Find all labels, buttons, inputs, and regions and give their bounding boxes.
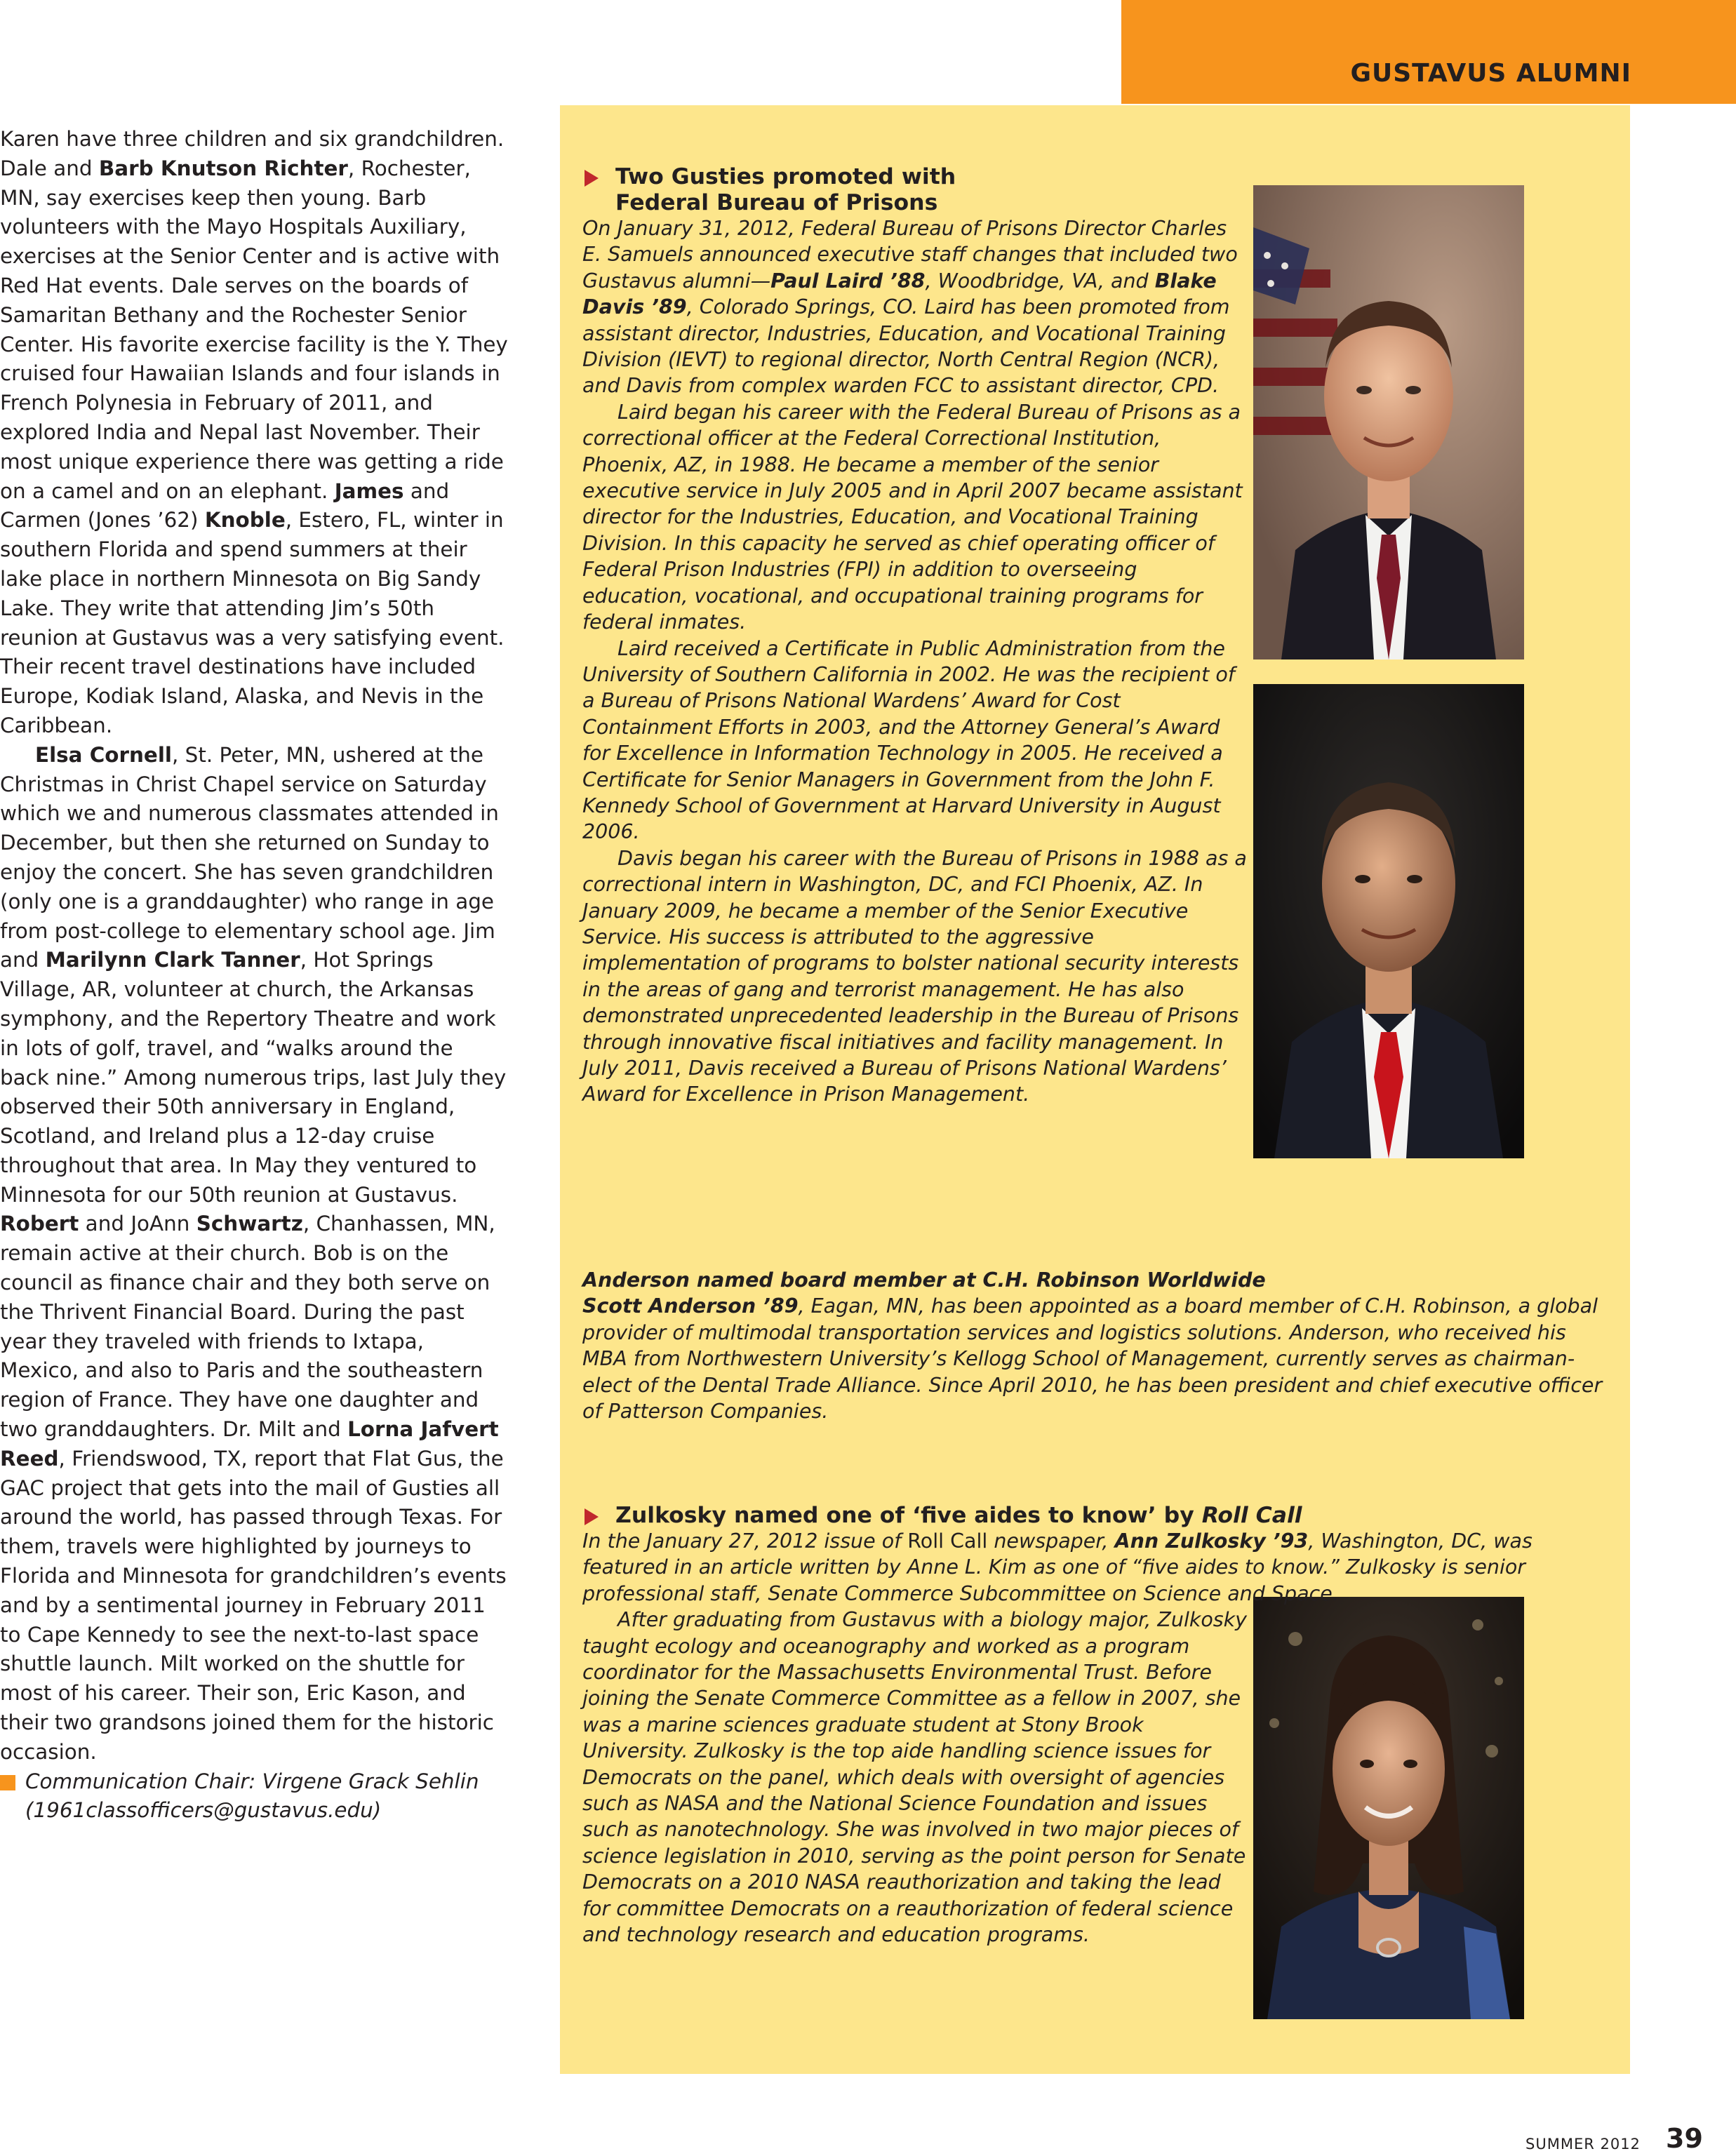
text-run: , Rochester, MN, say exercises keep then young. Barb volunteers with the Mayo Hospitals Auxiliary, exercises at the Senior Center and is active with Red Hat events. Dale serves on the boards of Samaritan Bethany and the Rochester Senior Center. His favorite exercise facility is the Y. They cruised four Hawaiian Islands and four islands in French Polynesia in February of 2011, and explored India and Nepal last November. Their most unique experience there was getting a ride on a camel and on an elephant. <box>0 156 508 503</box>
text-run: In the January 27, 2012 issue of <box>582 1529 908 1553</box>
section-title: GUSTAVUS ALUMNI <box>1350 59 1631 88</box>
photo-paul-laird <box>1253 185 1524 659</box>
class-notes-column <box>0 125 508 1826</box>
article-zulkosky-body <box>582 1528 1614 1948</box>
text-run: and JoAnn <box>79 1212 196 1236</box>
bold-name: James <box>334 478 404 503</box>
headline-italic-text: Roll Call <box>1201 1503 1302 1528</box>
class-note-paragraph <box>0 125 508 741</box>
photo-blake-davis <box>1253 684 1524 1158</box>
text-run: , Chanhassen, MN, remain active at their church. Bob is on the council as finance chair and they both serve on the Thrivent Financial Board. During the past year they traveled with friends to Ixtapa, Mexico, and also to Paris and the southeastern region of France. They have one daughter and two granddaughters. Dr. Milt and <box>0 1212 495 1442</box>
text-run: , Washington, DC, was featured in an article written by Anne L. Kim as one of “five aides to know.” Zulkosky is senior professional staff, Senate Commerce Subcommittee on Science and Space. <box>582 1529 1533 1605</box>
header-tab <box>1121 0 1736 104</box>
article-headline-zulkosky <box>615 1503 1612 1529</box>
text-run: , Woodbridge, VA, and <box>925 269 1155 293</box>
text-run: , St. Peter, MN, ushered at the Christmas in Christ Chapel service on Saturday which we and numerous classmates attended in December, but then she returned on Sunday to enjoy the concert. She has seven grandchildren (only one is a granddaughter) who range in age from post-college to elementary school age. Jim and <box>0 742 499 972</box>
article-anderson <box>582 1267 1614 1424</box>
bold-name: Schwartz <box>196 1212 303 1236</box>
class-note-paragraph <box>0 741 508 1767</box>
issue-label: SUMMER 2012 <box>1525 2136 1641 2152</box>
bold-name: Lorna Jafvert Reed <box>0 1417 499 1471</box>
text-run: Laird began his career with the Federal Bureau of Prisons as a correctional officer at the Federal Correctional Institution, Phoenix, AZ, in 1988. He became a member of the senior executive service in July 2005 and in April 2007 became assistant director for the Industries, Education, and Vocational Training Division. In this capacity he served as chief operating officer of Federal Prison Industries (FPI) in addition to overseeing education, vocational, and occupational training programs for federal inmates. <box>582 400 1243 634</box>
article-paragraph <box>582 1607 1248 1948</box>
bold-name: Elsa Cornell <box>35 742 172 767</box>
text-run: , Colorado Springs, CO. Laird has been promoted from assistant director, Industries, Education, and Vocational Training Division (IEVT) to regional director, North Central Region (NCR), and Davis from complex warden FCC to assistant director, CPD. <box>582 295 1230 398</box>
bold-name: Scott Anderson ’89 <box>582 1294 799 1318</box>
bold-name: Knoble <box>204 508 286 533</box>
bold-name: Robert <box>0 1212 79 1236</box>
text-run: After graduating from Gustavus with a biology major, Zulkosky taught ecology and oceanography and worked as a program coordinator for the Massachusetts Environmental Trust. Before joining the Senate Commerce Committee as a fellow in 2007, she was a marine sciences graduate student at Stony Brook University. Zulkosky is the top aide handling science issues for Democrats on the panel, which deals with oversight of agencies such as NASA and the National Science Foundation and issues such as nanotechnology. She was involved in two major pieces of science legislation in 2010, serving as the point person for Senate Democrats on a 2010 NASA reauthorization and taking the lead for committee Democrats on a reauthorization of federal science and technology research and education programs. <box>582 1608 1248 1947</box>
text-run: , Friendswood, TX, report that Flat Gus, the GAC project that gets into the mail of Gusties all around the world, has passed through Texas. For them, travels were highlighted by journeys to Florida and Minnesota for grandchildren’s events and by a sentimental journey in February 2011 to Cape Kennedy to see the next-to-last space shuttle launch. Milt worked on the shuttle for most of his career. Their son, Eric Kason, and their two grandsons joined them for the historic occasion. <box>0 1446 507 1764</box>
bold-name: Paul Laird ’88 <box>770 269 926 293</box>
article-headline-prisons <box>615 164 1247 216</box>
bold-name: Marilynn Clark Tanner <box>45 948 300 972</box>
text-run: , Hot Springs Village, AR, volunteer at church, the Arkansas symphony, and the Repertory Theatre and work in lots of golf, travel, and “walks around the back nine.” Among numerous trips, last July they observed their 50th anniversary in England, Scotland, and Ireland plus a 12-day cruise throughout that area. In May they ventured to Minnesota for our 50th reunion at Gustavus. <box>0 948 507 1207</box>
article-paragraph <box>582 636 1248 845</box>
article-prisons-body <box>582 215 1256 1108</box>
text-run: , Eagan, MN, has been appointed as a board member of C.H. Robinson, a global provider of multimodal transportation services and logistics solutions. Anderson, who received his MBA from Northwestern University’s Kellogg School of Management, currently serves as chairman-elect of the Dental Trade Alliance. Since April 2010, he has been president and chief executive officer of Patterson Companies. <box>582 1294 1603 1424</box>
square-bullet-icon <box>0 1775 15 1790</box>
communication-chair <box>0 1767 508 1826</box>
text-run: Laird received a Certificate in Public Administration from the University of Southern California in 2002. He was the recipient of a Bureau of Prisons National Wardens’ Award for Cost Containment Efforts in 2003, and the Attorney General’s Award for Excellence in Information Technology in 2005. He received a Certificate for Senior Managers in Government from the John F. Kennedy School of Government at Harvard University in August 2006. <box>582 636 1235 844</box>
text-run: Davis began his career with the Bureau of Prisons in 1988 as a correctional intern in Washington, DC, and FCI Phoenix, AZ. In January 2009, he became a member of the Senior Executive Service. His success is attributed to the aggressive implementation of programs to bolster national security interests in the areas of gang and terrorist management. He has also demonstrated unprecedented leadership in the Bureau of Prisons through innovative fiscal initiatives and facility management. In July 2011, Davis received a Bureau of Prisons National Wardens’ Award for Excellence in Prison Management. <box>582 846 1247 1106</box>
triangle-right-icon <box>585 1508 599 1525</box>
article-paragraph <box>582 399 1248 636</box>
text-run: and Carmen (Jones ’62) <box>0 478 450 533</box>
headline-text: Zulkosky named one of ‘five aides to know’ by <box>615 1503 1202 1528</box>
text-run: Karen have three children and six grandchildren. Dale and <box>0 127 505 180</box>
article-paragraph <box>582 1528 1614 1607</box>
triangle-right-icon <box>585 170 599 187</box>
communication-chair-text: Communication Chair: Virgene Grack Sehlin (1961classofficers@gustavus.edu) <box>25 1769 479 1823</box>
article-headline-anderson: Anderson named board member at C.H. Robinson Worldwide <box>582 1268 1266 1292</box>
bold-name: Barb Knutson Richter <box>98 156 348 180</box>
headline-line: Federal Bureau of Prisons <box>615 190 938 215</box>
text-run: , Estero, FL, winter in southern Florida and spend summers at their lake place in northern Minnesota on Big Sandy Lake. They write that attending Jim’s 50th reunion at Gustavus was a very satisfying event. Their recent travel destinations have included Europe, Kodiak Island, Alaska, and Nevis in the Caribbean. <box>0 508 505 737</box>
article-paragraph <box>582 845 1248 1108</box>
article-paragraph <box>582 1293 1614 1424</box>
bold-name: Blake Davis ’89 <box>582 269 1217 319</box>
page-number: 39 <box>1666 2123 1703 2154</box>
article-paragraph <box>582 215 1248 399</box>
text-run: On January 31, 2012, Federal Bureau of Prisons Director Charles E. Samuels announced executive staff changes that included two Gustavus alumni— <box>582 217 1238 293</box>
bold-name: Ann Zulkosky ’93 <box>1114 1529 1309 1553</box>
headline-line: Two Gusties promoted with <box>615 164 956 189</box>
roman-text: Roll Call <box>907 1529 988 1553</box>
text-run: newspaper, <box>987 1529 1115 1553</box>
